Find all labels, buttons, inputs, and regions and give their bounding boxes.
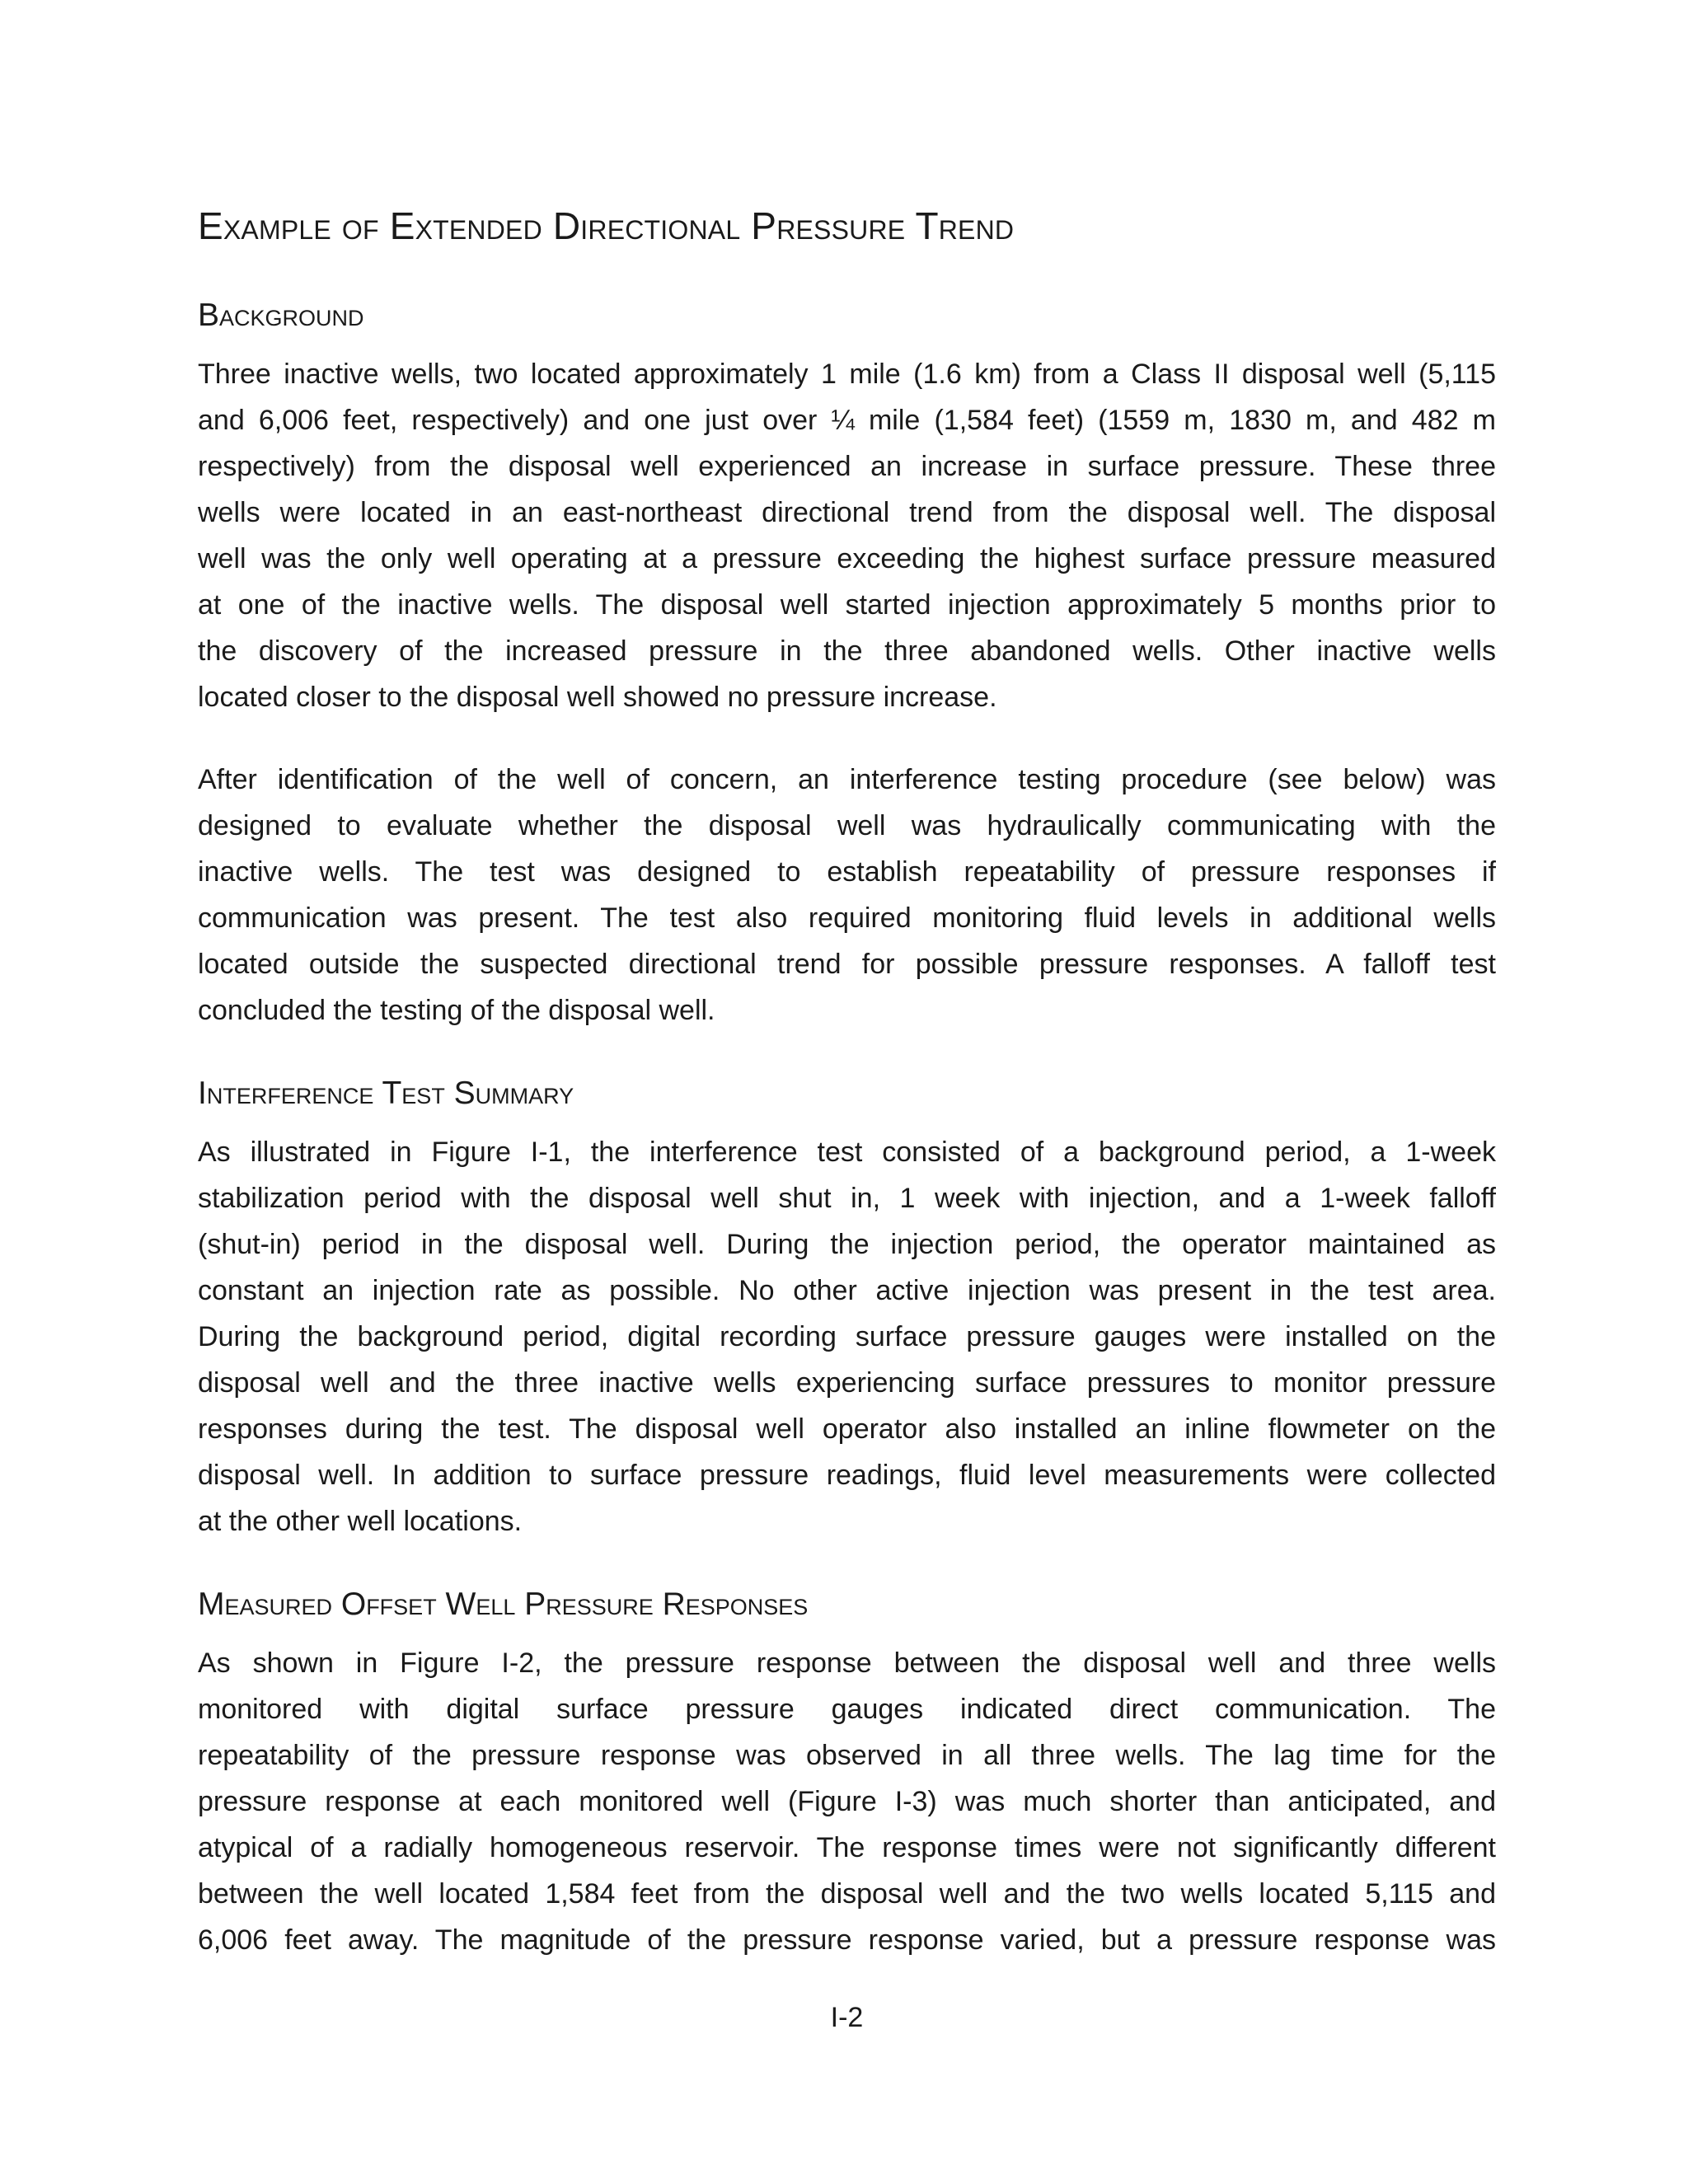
text-line: atypical of a radially homogeneous reservoir. The response times were not significantly different bbox=[198, 1832, 1496, 1863]
text-line: disposal well. In addition to surface pressure readings, fluid level measurements were collected bbox=[198, 1460, 1496, 1491]
text-line: located outside the suspected directional trend for possible pressure responses. A falloff test bbox=[198, 949, 1496, 980]
text-line: constant an injection rate as possible. No other active injection was present in the test area. bbox=[198, 1275, 1496, 1306]
background-paragraph-2 bbox=[198, 757, 1496, 1033]
text-line: stabilization period with the disposal well shut in, 1 week with injection, and a 1-week falloff bbox=[198, 1183, 1496, 1214]
text-line: concluded the testing of the disposal well. bbox=[198, 995, 715, 1026]
text-line: designed to evaluate whether the disposal well was hydraulically communicating with the bbox=[198, 810, 1496, 841]
document-page bbox=[198, 0, 1496, 2184]
text-line: between the well located 1,584 feet from the disposal well and the two wells located 5,115 and bbox=[198, 1878, 1496, 1910]
section-heading-measured-offset-well-pressure-responses: Measured Offset Well Pressure Responses bbox=[198, 1586, 809, 1622]
text-line: respectively) from the disposal well experienced an increase in surface pressure. These three bbox=[198, 451, 1496, 482]
text-line: at one of the inactive wells. The disposal well started injection approximately 5 months prior to bbox=[198, 589, 1496, 621]
text-line: at the other well locations. bbox=[198, 1506, 523, 1537]
background-paragraph-1 bbox=[198, 351, 1496, 720]
text-line: wells were located in an east-northeast directional trend from the disposal well. The disposal bbox=[198, 497, 1496, 528]
text-line: After identification of the well of concern, an interference testing procedure (see below) was bbox=[198, 764, 1496, 795]
text-line: As illustrated in Figure I-1, the interference test consisted of a background period, a 1-week bbox=[198, 1137, 1496, 1168]
text-line: inactive wells. The test was designed to establish repeatability of pressure responses if bbox=[198, 856, 1496, 888]
text-line: Three inactive wells, two located approximately 1 mile (1.6 km) from a Class II disposal well (5,115 bbox=[198, 359, 1496, 390]
text-line: responses during the test. The disposal well operator also installed an inline flowmeter on the bbox=[198, 1413, 1496, 1445]
text-line: (shut-in) period in the disposal well. During the injection period, the operator maintained as bbox=[198, 1229, 1496, 1260]
text-line: the discovery of the increased pressure in the three abandoned wells. Other inactive wells bbox=[198, 635, 1496, 667]
text-line: monitored with digital surface pressure gauges indicated direct communication. The bbox=[198, 1694, 1496, 1725]
section-heading-background: Background bbox=[198, 298, 364, 333]
page-number: I-2 bbox=[830, 2002, 864, 2033]
text-line: repeatability of the pressure response was observed in all three wells. The lag time for the bbox=[198, 1740, 1496, 1771]
section-heading-interference-test-summary: Interference Test Summary bbox=[198, 1076, 574, 1111]
measured-responses-paragraph bbox=[198, 1640, 1496, 1963]
interference-test-paragraph bbox=[198, 1129, 1496, 1544]
text-line: 6,006 feet away. The magnitude of the pressure response varied, but a pressure response was bbox=[198, 1924, 1496, 1956]
text-line: pressure response at each monitored well (Figure I-3) was much shorter than anticipated, and bbox=[198, 1786, 1496, 1817]
text-line: well was the only well operating at a pressure exceeding the highest surface pressure measured bbox=[198, 543, 1496, 574]
page-title: Example of Extended Directional Pressure Trend bbox=[198, 204, 1015, 247]
text-line: and 6,006 feet, respectively) and one just over ¼ mile (1,584 feet) (1559 m, 1830 m, and 482 m bbox=[198, 405, 1496, 436]
text-line: located closer to the disposal well showed no pressure increase. bbox=[198, 682, 997, 713]
text-line: disposal well and the three inactive wells experiencing surface pressures to monitor pressure bbox=[198, 1367, 1496, 1399]
text-line: During the background period, digital recording surface pressure gauges were installed on the bbox=[198, 1321, 1496, 1352]
text-line: communication was present. The test also required monitoring fluid levels in additional wells bbox=[198, 902, 1496, 934]
text-line: As shown in Figure I-2, the pressure response between the disposal well and three wells bbox=[198, 1647, 1496, 1679]
